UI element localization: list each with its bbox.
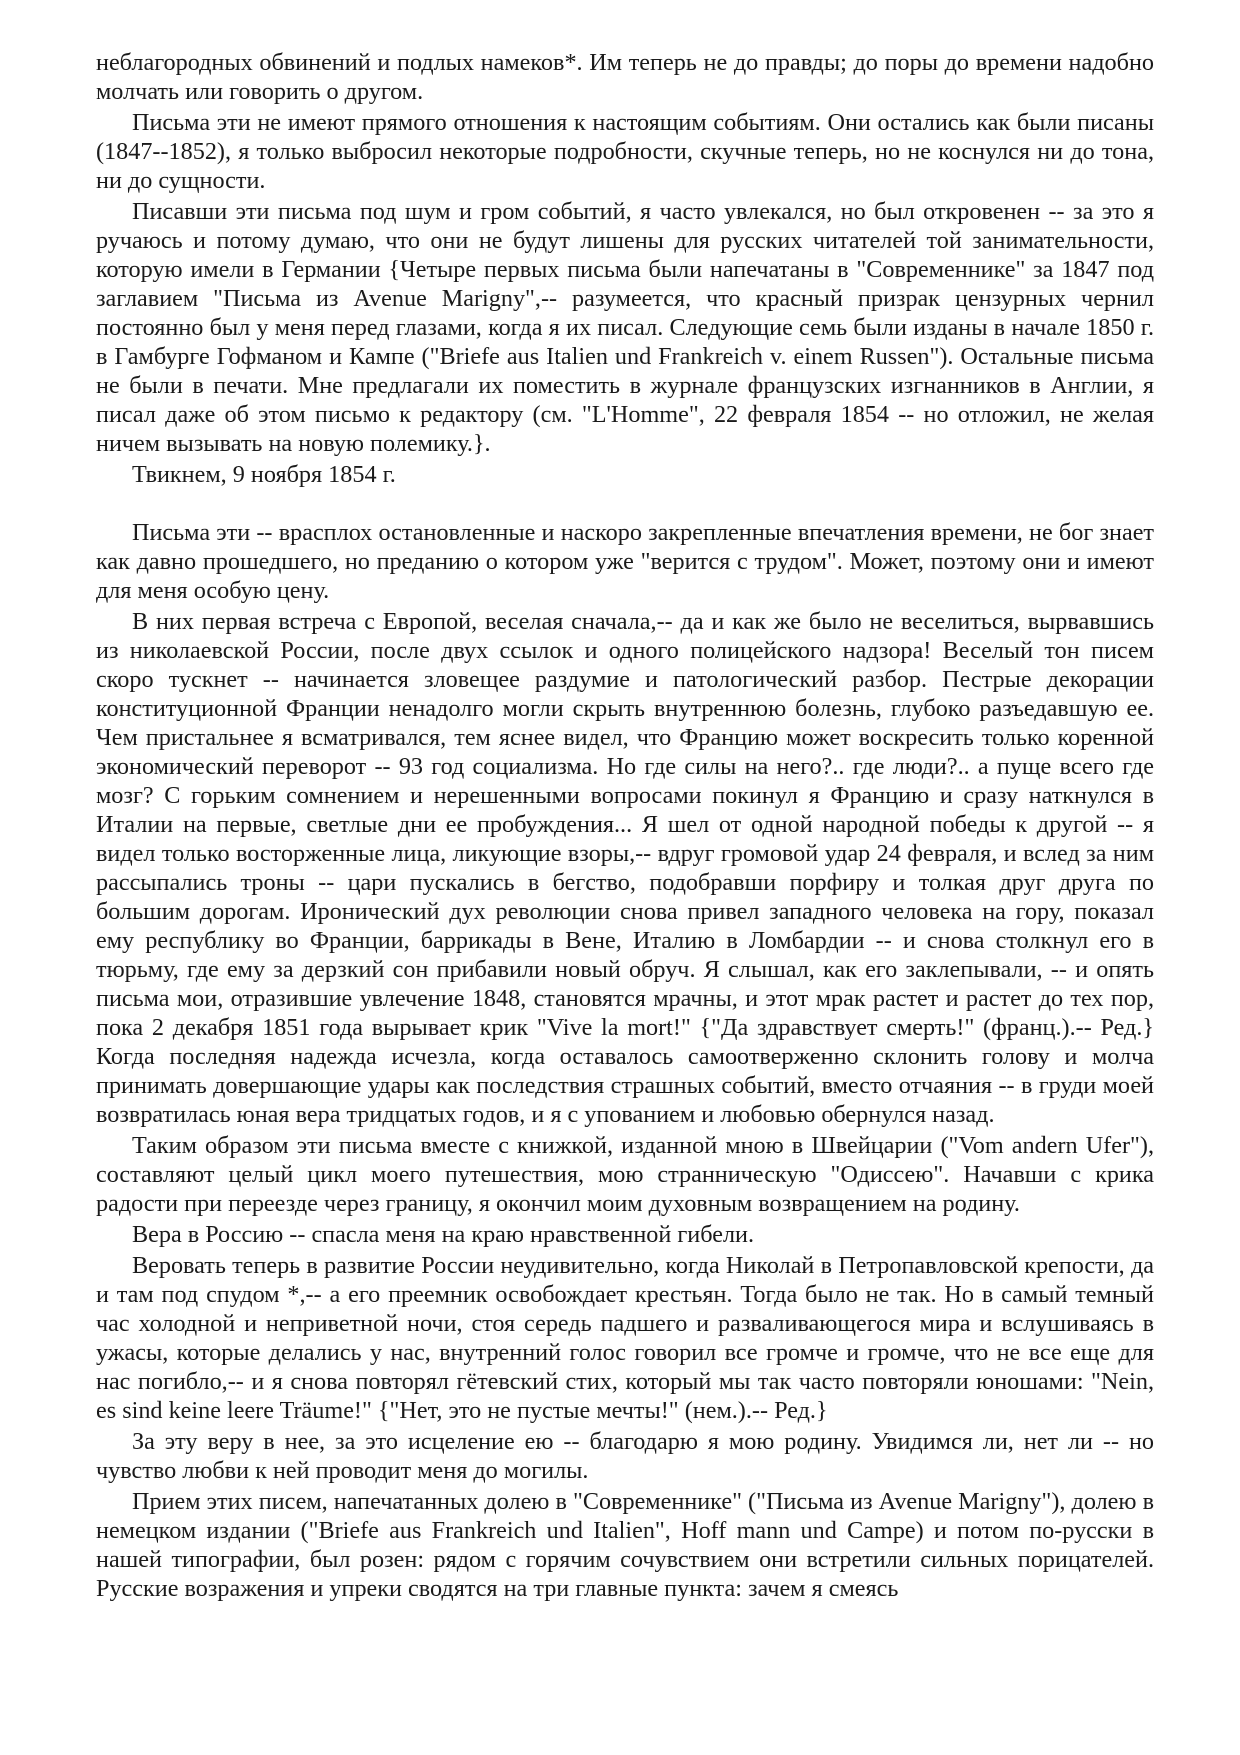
preface-section bbox=[96, 48, 1154, 489]
paragraph: За эту веру в нее, за это исцеление ею -- благодарю я мою родину. Увидимся ли, нет ли -- но чувство любви к ней проводит меня до могилы. bbox=[96, 1428, 1154, 1484]
paragraph: Веровать теперь в развитие России неудивительно, когда Николай в Петропавловской крепости, да и там под спудом *,-- а его преемник освобождает крестьян. Тогда было не так. Но в самый темный час холодной и неприветной ночи, стоя середь падшего и разваливающегося мира и вслушиваясь в ужасы, которые делались у нас, внутренний голос говорил все громче и громче, что не все еще для нас погибло,-- и я снова повторял гётевский стих, который мы так часто повторяли юношами: "Nein, es sind keine leere Träume!" {"Нет, это не пустые мечты!" (нем.).-- Ред.} bbox=[96, 1252, 1154, 1424]
place-date-signoff: Твикнем, 9 ноября 1854 г. bbox=[132, 461, 396, 488]
paragraph: Письма эти не имеют прямого отношения к настоящим событиям. Они остались как были писаны (1847--1852), я только выбросил некоторые подробности, скучные теперь, но не коснулся ни до тона, ни до сущности. bbox=[96, 109, 1154, 194]
paragraph: В них первая встреча с Европой, веселая сначала,-- да и как же было не веселиться, вырвавшись из николаевской России, после двух ссылок и одного полицейского надзора! Веселый тон писем скоро тускнет -- начинается зловещее раздумие и патологический разбор. Пестрые декорации конституционной Франции ненадолго могли скрыть внутреннюю болезнь, глубоко разъедавшую ее. Чем пристальнее я всматривался, тем яснее видел, что Францию может воскресить только коренной экономический переворот -- 93 год социализма. Но где силы на него?.. где люди?.. а пуще всего где мозг? С горьким сомнением и нерешенными вопросами покинул я Францию и сразу наткнулся в Италии на первые, светлые дни ее пробуждения... Я шел от одной народной победы к другой -- я видел только восторженные лица, ликующие взоры,-- вдруг громовой удар 24 февраля, и вслед за ним рассыпались троны -- цари пускались в бегство, подобравши порфиру и толкая друг друга по большим дорогам. Иронический дух революции снова привел западного человека на гору, показал ему республику во Франции, баррикады в Вене, Италию в Ломбардии -- и снова столкнул его в тюрьму, где ему за дерзкий сон прибавили новый обруч. Я слышал, как его заклепывали, -- и опять письма мои, отразившие увлечение 1848, становятся мрачны, и этот мрак растет и растет до тех пор, пока 2 декабря 1851 года вырывает крик "Vive la mort!" {"Да здравствует смерть!" (франц.).-- Ред.} Когда последняя надежда исчезла, когда оставалось самоотверженно склонить голову и молча принимать довершающие удары как последствия страшных событий, вместо отчаяния -- в груди моей возвратилась юная вера тридцатых годов, и я с упованием и любовью обернулся назад. bbox=[96, 608, 1154, 1128]
paragraph: Таким образом эти письма вместе с книжкой, изданной мною в Швейцарии ("Vom andern Ufer"), составляют целый цикл моего путешествия, мою странническую "Одиссею". Начавши с крика радости при переезде через границу, я окончил моим духовным возвращением на родину. bbox=[96, 1132, 1154, 1217]
paragraph: Писавши эти письма под шум и гром событий, я часто увлекался, но был откровенен -- за это я ручаюсь и потому думаю, что они не будут лишены для русских читателей той занимательности, которую имели в Германии {Четыре первых письма были напечатаны в "Современнике" за 1847 под заглавием "Письма из Avenue Marigny",-- разумеется, что красный призрак цензурных чернил постоянно был у меня перед глазами, когда я их писал. Следующие семь были изданы в начале 1850 г. в Гамбурге Гофманом и Кампе ("Briefe aus Italien und Frankreich v. einem Russen"). Остальные письма не были в печати. Мне предлагали их поместить в журнале французских изгнанников в Англии, я писал даже об этом письмо к редактору (см. "L'Homme", 22 февраля 1854 -- но отложил, не желая ничем вызывать на новую полемику.}. bbox=[96, 198, 1154, 457]
paragraph: неблагородных обвинений и подлых намеков*. Им теперь не до правды; до поры до времени надобно молчать или говорить о другом. bbox=[96, 49, 1154, 105]
main-section bbox=[96, 518, 1154, 1603]
paragraph: Письма эти -- врасплох остановленные и наскоро закрепленные впечатления времени, не бог знает как давно прошедшего, но преданию о котором уже "верится с трудом". Может, поэтому они и имеют для меня особую цену. bbox=[96, 519, 1154, 604]
paragraph: Вера в Россию -- спасла меня на краю нравственной гибели. bbox=[132, 1221, 755, 1248]
paragraph: Прием этих писем, напечатанных долею в "Современнике" ("Письма из Avenue Marigny"), долею в немецком издании ("Briefe aus Frankreich und Italien", Hoff mann und Campe) и потом по-русски в нашей типографии, был розен: рядом с горячим сочувствием они встретили сильных порицателей. Русские возражения и упреки сводятся на три главные пункта: зачем я смеясь bbox=[96, 1488, 1154, 1602]
